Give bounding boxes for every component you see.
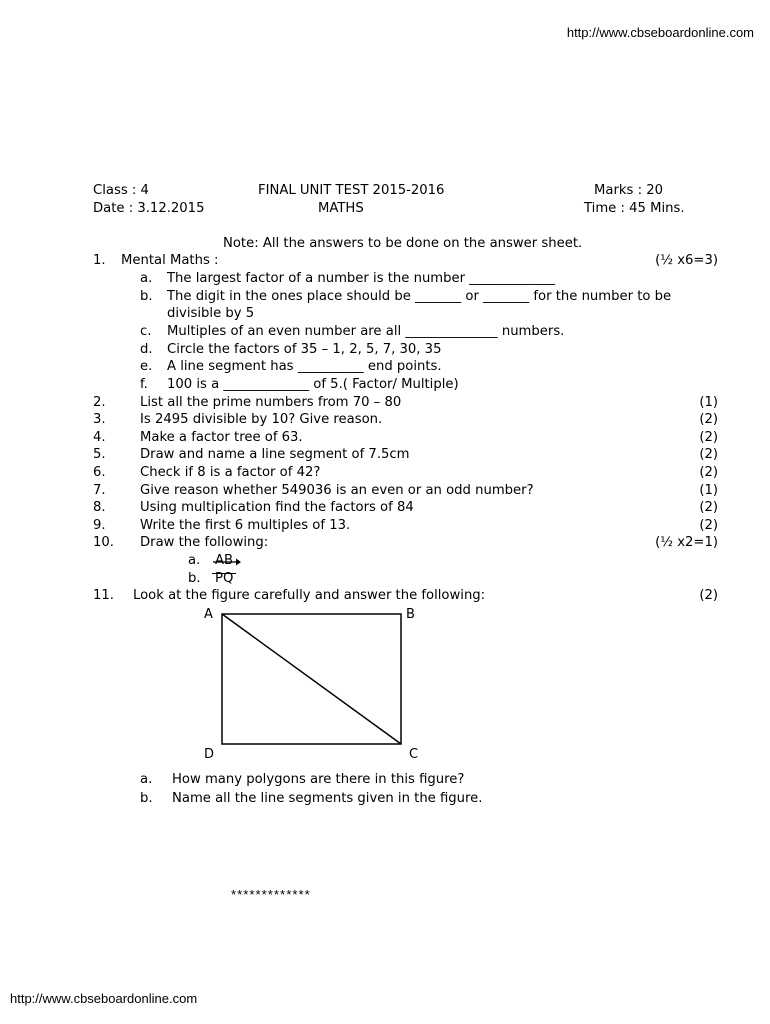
ray-ab-label: AB [215,553,234,568]
test-title: FINAL UNIT TEST 2015-2016 [258,183,445,198]
end-of-paper-marker: ************* [231,887,311,902]
part-text: 100 is a _____________ of 5.( Factor/ Multiple) [167,377,459,392]
question-marks: (2) [699,430,718,445]
vertex-label-d: D [204,747,215,762]
question-text: Give reason whether 549036 is an even or an odd number? [140,483,534,498]
question-number: 11. [93,588,114,603]
vertex-label-c: C [409,747,419,762]
question-number: 1. [93,253,106,268]
question-number: 7. [93,483,106,498]
question-number: 8. [93,500,106,515]
question-text: Using multiplication find the factors of 84 [140,500,414,515]
rectangle-diagram [220,612,404,746]
question-marks: (½ x2=1) [655,535,718,550]
diagonal-ac [222,614,401,744]
question-number: 3. [93,412,106,427]
question-number: 10. [93,535,114,550]
vertex-label-b: B [406,607,415,622]
question-number: 2. [93,395,106,410]
time-label: Time : 45 Mins. [584,201,685,216]
question-text: List all the prime numbers from 70 – 80 [140,395,402,410]
question-marks: (2) [699,500,718,515]
part-text: How many polygons are there in this figure? [172,772,465,787]
date-label: Date : 3.12.2015 [93,201,205,216]
part-label: a. [140,271,153,286]
part-label: a. [188,553,201,568]
part-label: e. [140,359,153,374]
part-text: The digit in the ones place should be _______ or _______ for the number to be [167,289,672,304]
marks-total: Marks : 20 [594,183,663,198]
question-text: Look at the figure carefully and answer the following: [133,588,486,603]
question-marks: (1) [699,395,718,410]
question-number: 6. [93,465,106,480]
subject-label: MATHS [318,201,364,216]
question-text: Write the first 6 multiples of 13. [140,518,351,533]
question-number: 9. [93,518,106,533]
question-text: Check if 8 is a factor of 42? [140,465,321,480]
part-label: a. [140,772,153,787]
class-label: Class : 4 [93,183,149,198]
part-text-continued: divisible by 5 [167,306,255,321]
part-label: b. [140,791,153,806]
question-marks: (2) [699,412,718,427]
question-number: 5. [93,447,106,462]
ray-arrow-icon [212,557,242,567]
source-url-bottom: http://www.cbseboardonline.com [10,991,198,1006]
vertex-label-a: A [204,607,213,622]
part-text: Multiples of an even number are all ______________ numbers. [167,324,565,339]
source-url-top: http://www.cbseboardonline.com [566,25,754,40]
question-text: Make a factor tree of 63. [140,430,303,445]
part-label: f. [140,377,148,392]
segment-pq-label: PQ [215,571,234,586]
question-marks: (2) [699,588,718,603]
question-number: 4. [93,430,106,445]
question-marks: (2) [699,465,718,480]
part-label: c. [140,324,152,339]
part-label: b. [140,289,153,304]
part-text: Name all the line segments given in the figure. [172,791,483,806]
segment-bar-icon [211,572,237,576]
question-marks: (1) [699,483,718,498]
part-text: A line segment has __________ end points. [167,359,442,374]
note: Note: All the answers to be done on the answer sheet. [223,236,583,251]
part-text: The largest factor of a number is the number _____________ [167,271,555,286]
part-label: b. [188,571,201,586]
question-text: Mental Maths : [121,253,219,268]
part-label: d. [140,342,153,357]
question-text: Is 2495 divisible by 10? Give reason. [140,412,383,427]
question-marks: (2) [699,447,718,462]
question-text: Draw and name a line segment of 7.5cm [140,447,410,462]
question-marks: (½ x6=3) [655,253,718,268]
question-marks: (2) [699,518,718,533]
question-text: Draw the following: [140,535,269,550]
part-text: Circle the factors of 35 – 1, 2, 5, 7, 30, 35 [167,342,442,357]
